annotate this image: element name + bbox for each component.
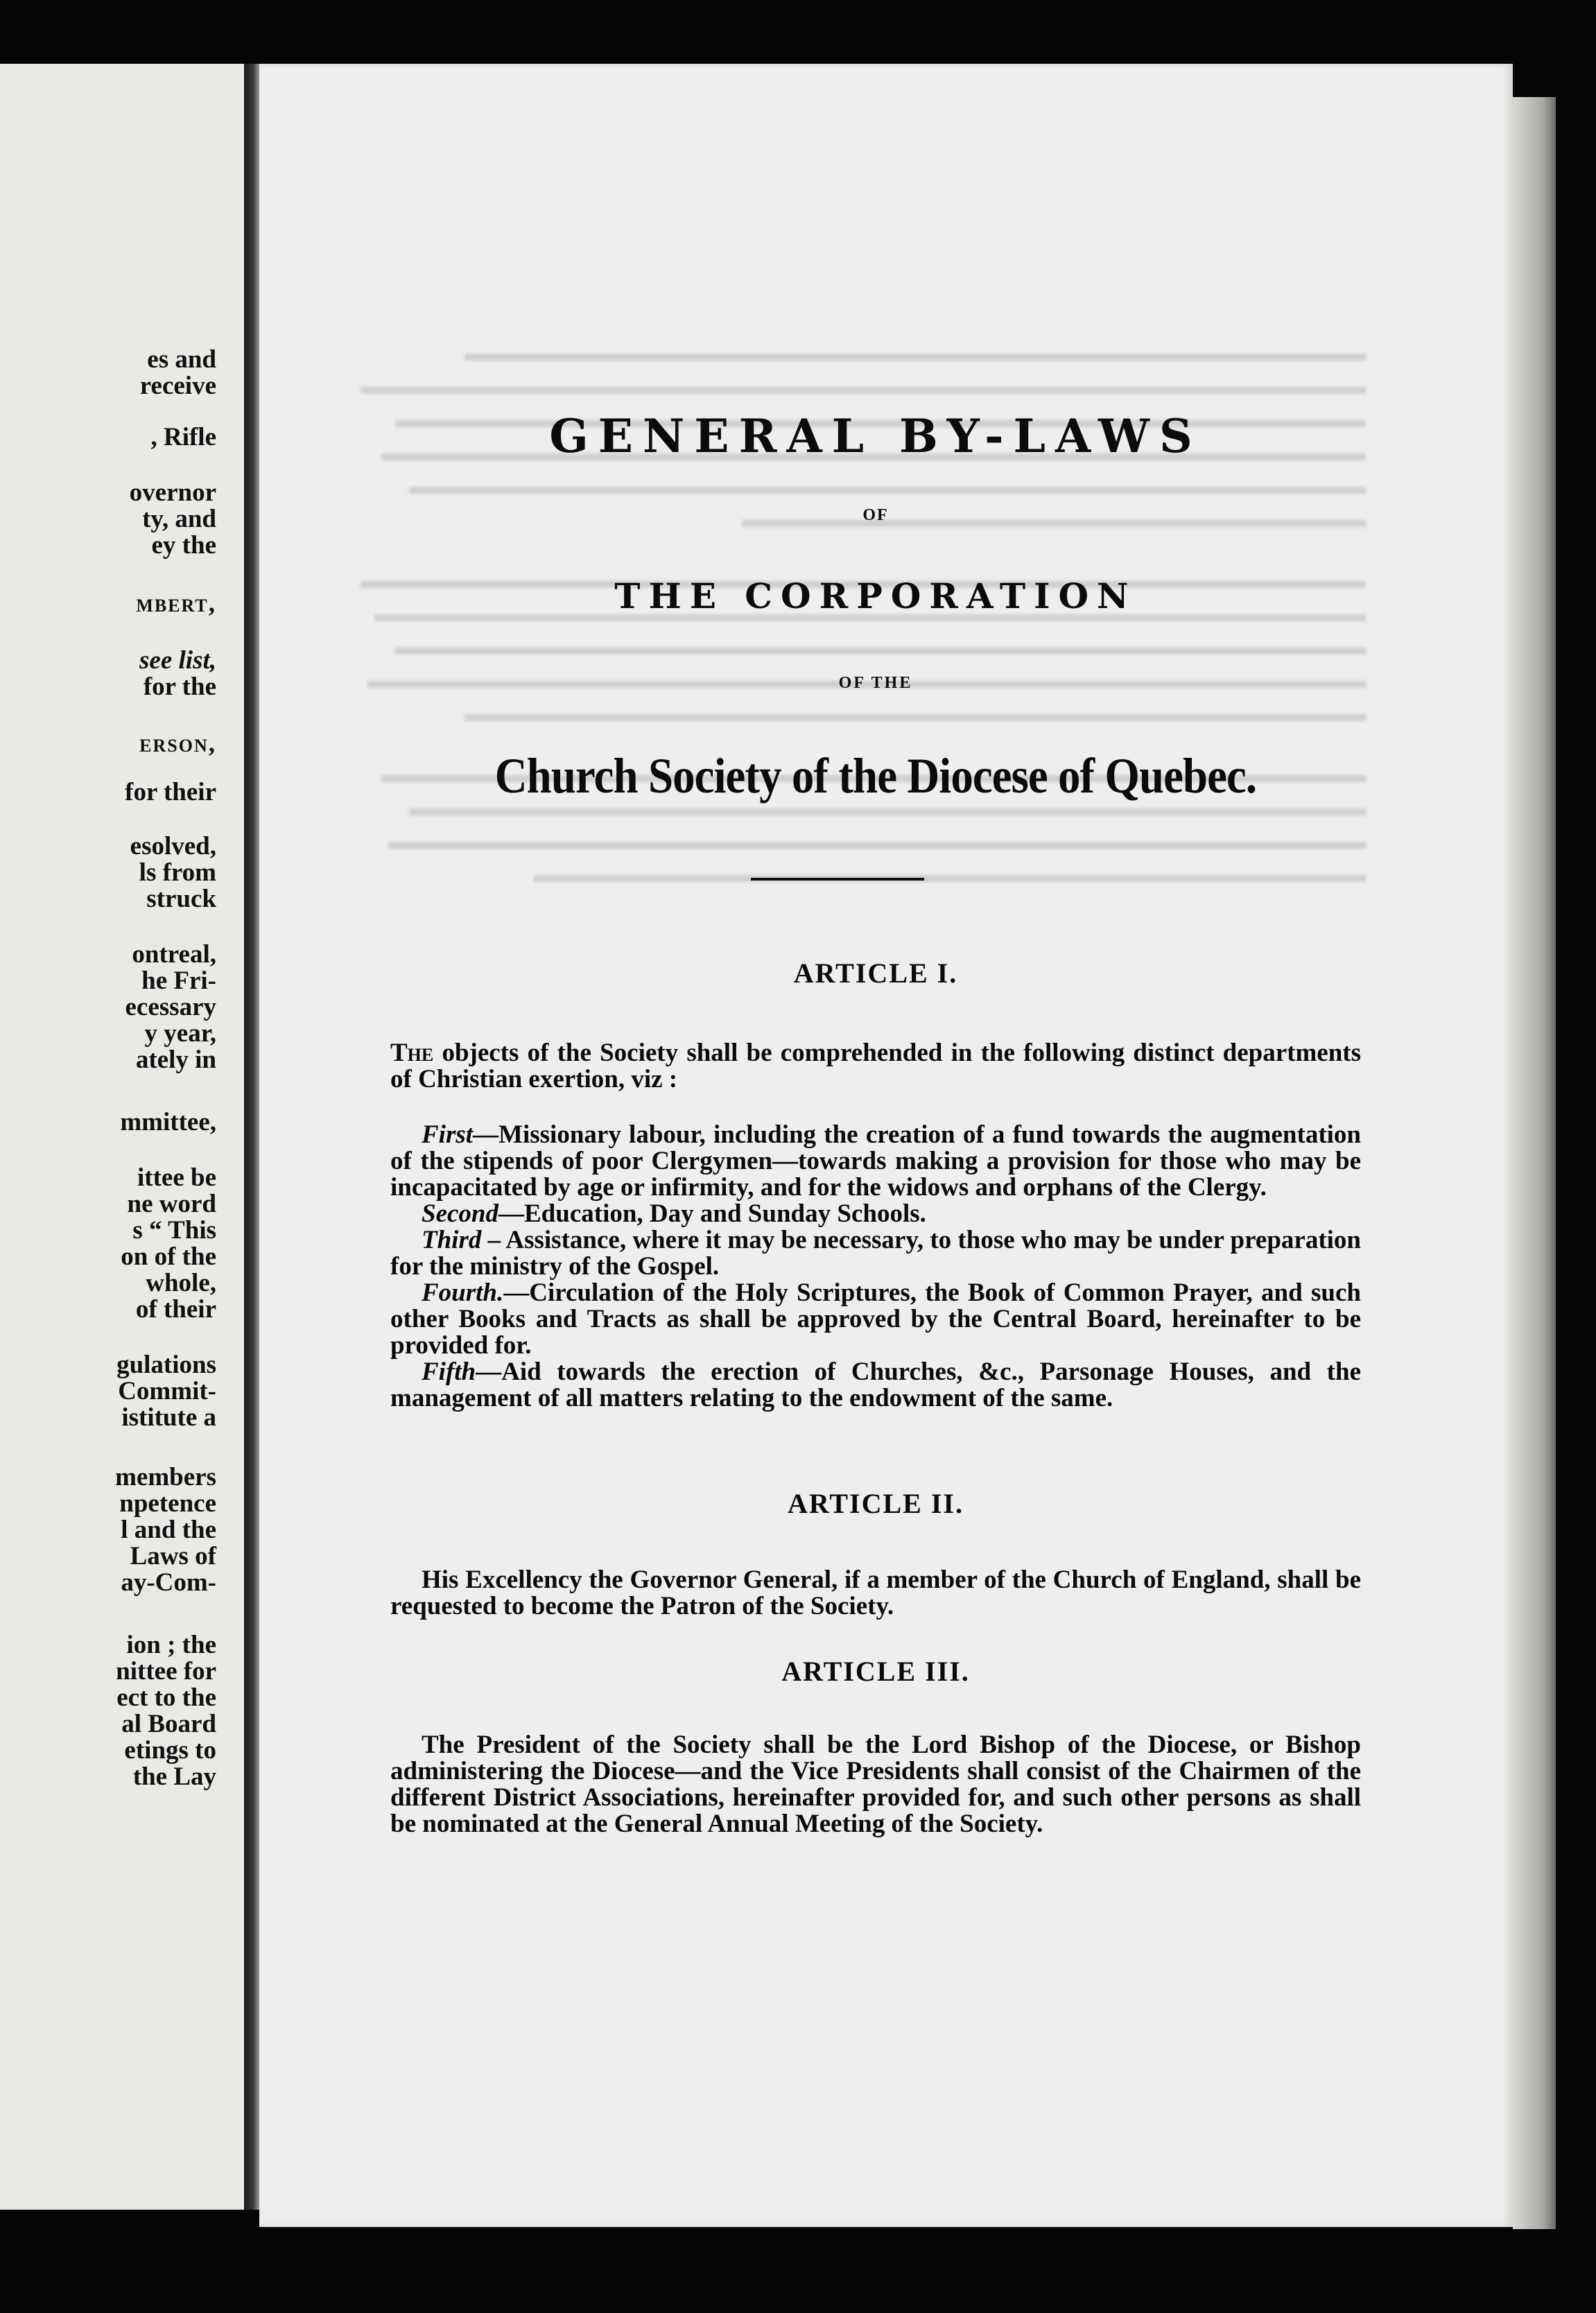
department-label: Fifth [422, 1358, 476, 1386]
left-page-line [132, 1218, 216, 1244]
left-page-line-text: l and the [121, 1516, 216, 1544]
left-page-line-text: Laws of [130, 1542, 216, 1570]
left-page-line-text: receive [139, 372, 216, 400]
left-page-line-text: struck [146, 885, 216, 913]
left-page-line [125, 994, 217, 1021]
left-page-line-text: ne word [127, 1190, 216, 1218]
department-item [390, 1280, 1361, 1359]
department-label: Third [422, 1226, 482, 1254]
left-page-line-text: y year, [144, 1019, 216, 1048]
left-page-line [136, 1047, 216, 1073]
left-page-line [133, 1764, 216, 1790]
left-page-line-text: the Lay [132, 1762, 216, 1791]
left-page-line [121, 1244, 216, 1270]
article-1-intro-lead: The [390, 1039, 434, 1067]
left-page-line-text: ls from [139, 858, 216, 887]
left-page-line-text: gulations [116, 1351, 216, 1379]
left-page-line [145, 1021, 216, 1047]
left-page-line [116, 1658, 216, 1685]
left-page-line-text: mmittee, [120, 1108, 216, 1136]
left-page-line [137, 1165, 216, 1191]
left-page-line [119, 1491, 216, 1517]
left-page-line [139, 648, 216, 674]
left-page-line-text: of their [135, 1295, 216, 1324]
left-page-line [139, 731, 216, 757]
article-1-intro [390, 1040, 1361, 1093]
left-page-line [146, 1270, 216, 1297]
left-page-line-text: ontreal, [132, 940, 216, 969]
left-page-line-text: ion ; the [126, 1631, 216, 1659]
left-page-line-text: ay-Com- [121, 1568, 216, 1597]
article-1-intro-text: objects of the Society shall be comprehended in the following distinct departments of Christian exertion, viz : [390, 1039, 1361, 1093]
department-item [390, 1359, 1361, 1412]
left-page-line-text: overnor [129, 478, 216, 507]
left-page-line-text: Commit- [118, 1377, 216, 1405]
department-text: —Missionary labour, including the creation of a fund towards the augmentation of the stipends of poor Clergymen—towards making a provision for those who may be incapacitated by age or infirmity, and for the widows and orphans of the Clergy. [390, 1120, 1361, 1202]
left-page-line [146, 886, 216, 912]
left-page-line [121, 1405, 216, 1431]
left-page-line [130, 833, 216, 860]
left-page-line [115, 1464, 216, 1491]
department-text: —Aid towards the erection of Churches, &c., Parsonage Houses, and the management of all matters relating to the endowment of the same. [390, 1358, 1361, 1412]
document-title: GENERAL BY-LAWS [549, 409, 1202, 463]
left-page-line-text: npetence [119, 1489, 216, 1518]
department-text: —Education, Day and Sunday Schools. [498, 1199, 926, 1228]
left-page-line-text: al Board [121, 1710, 216, 1738]
left-page-line [124, 1738, 216, 1764]
book-gutter [244, 64, 259, 2210]
left-page-line-text: members [115, 1463, 216, 1491]
left-page-line [121, 1570, 216, 1596]
left-page-line-text: ect to the [116, 1683, 216, 1712]
department-text: —Circulation of the Holy Scriptures, the Book of Common Prayer, and such other Books and Tracts as shall be approved by the Central Board, hereinafter to be provided for. [390, 1279, 1361, 1360]
society-name: Church Society of the Diocese of Quebec. [494, 748, 1257, 804]
title-connector-of: OF [862, 506, 889, 524]
left-page-line-text: on of the [121, 1242, 216, 1271]
left-facing-page [0, 64, 244, 2210]
left-page-line-text: , Rifle [150, 423, 216, 451]
article-3-text: The President of the Society shall be the Lord Bishop of the Diocese, or Bishop administering the Diocese—and the Vice Presidents shall consist of the Chairmen of the different District Associations, hereinafter provided for, and such other persons as shall be nominated at the General Annual Meeting of the Society. [390, 1731, 1361, 1838]
left-page-line [140, 373, 216, 399]
left-page-line [147, 347, 216, 373]
left-page-line-text: ty, and [142, 505, 216, 533]
title-divider [751, 878, 924, 881]
left-page-line [144, 674, 216, 700]
left-page-line-text: ittee be [137, 1163, 216, 1192]
left-page-line [116, 1352, 216, 1378]
left-page-line-text: istitute a [121, 1403, 216, 1432]
left-page-line-text: see list, [139, 646, 216, 675]
left-page-line-text: ately in [135, 1046, 216, 1074]
department-label: First [422, 1120, 474, 1149]
department-label: Second [422, 1199, 498, 1228]
left-page-line-text: esolved, [130, 832, 216, 860]
left-page-line [139, 860, 216, 886]
left-page-line-text: nittee for [116, 1657, 216, 1686]
left-page-line [142, 506, 216, 532]
left-page-line [150, 424, 216, 451]
left-page-line-text: ecessary [125, 993, 216, 1021]
department-item [390, 1201, 1361, 1227]
left-page-line [120, 1109, 216, 1136]
department-item [390, 1227, 1361, 1280]
left-page-line [118, 1378, 216, 1405]
left-page-line-text: for the [143, 673, 216, 701]
title-connector-of-the: OF THE [838, 674, 913, 692]
article-3-heading: ARTICLE III. [781, 1656, 970, 1687]
left-page-line [127, 1632, 217, 1658]
left-page-line [116, 1685, 216, 1711]
article-1-departments [390, 1122, 1361, 1412]
left-page-line-text: etings to [124, 1736, 216, 1765]
article-2-text: His Excellency the Governor General, if a member of the Church of England, shall be requested to become the Patron of the Society. [390, 1566, 1361, 1620]
left-page-line [128, 1191, 216, 1218]
left-page-line [130, 1543, 216, 1570]
left-page-line-text: whole, [146, 1269, 216, 1297]
left-page-line-text: for their [125, 778, 216, 806]
left-page-line-text: erson, [139, 729, 216, 758]
left-page-line [136, 1297, 216, 1323]
left-page-line [125, 779, 216, 806]
left-page-line [132, 942, 216, 968]
left-page-line [152, 532, 217, 559]
left-page-line [130, 480, 216, 506]
corporation-heading: THE CORPORATION [614, 575, 1137, 616]
department-text: – Assistance, where it may be necessary, to those who may be under preparation for the ministry of the Gospel. [390, 1226, 1361, 1281]
left-page-line [121, 1517, 216, 1543]
department-label: Fourth. [422, 1279, 504, 1307]
department-item [390, 1122, 1361, 1201]
left-page-line-text: he Fri- [141, 967, 216, 995]
page-edge [1513, 97, 1556, 2229]
left-page-line-text: es and [147, 345, 216, 374]
left-page-line-text: mbert, [136, 589, 216, 618]
left-page-line [121, 1711, 216, 1738]
article-2-heading: ARTICLE II. [788, 1488, 964, 1519]
left-page-line-text: s “ This [132, 1216, 216, 1245]
left-page-line [136, 591, 216, 617]
article-1-heading: ARTICLE I. [793, 958, 958, 989]
left-page-line [141, 968, 216, 994]
left-page-line-text: ey the [151, 531, 216, 560]
